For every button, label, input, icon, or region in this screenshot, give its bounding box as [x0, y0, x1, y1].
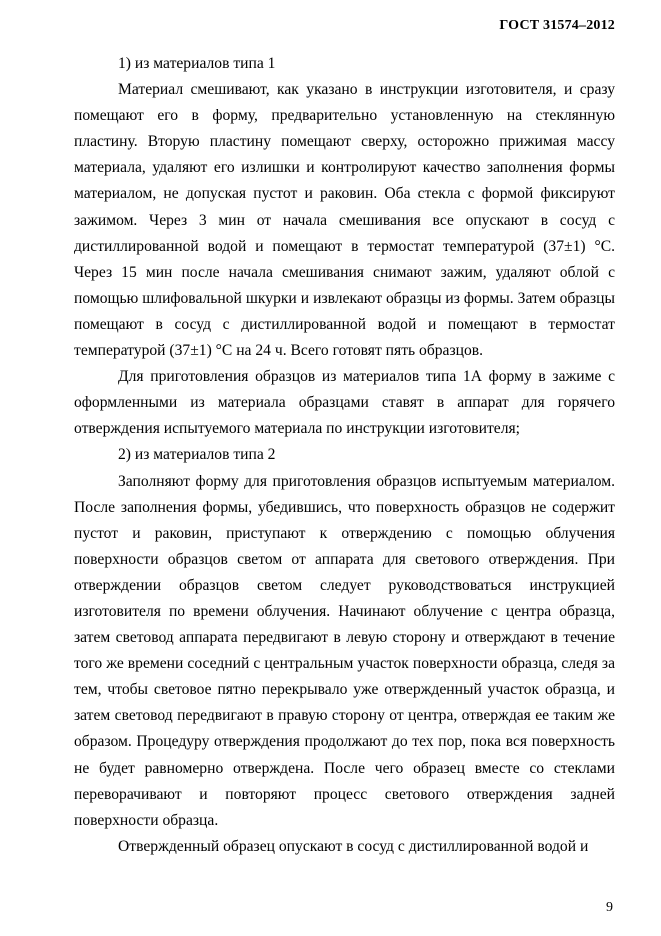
- paragraph-type-1a-procedure: Для приготовления образцов из материалов типа 1А форму в зажиме с оформленными из материала образцами ставят в аппарат для горячего отверждения испытуемого материала по инструкции изготовителя;: [74, 368, 615, 438]
- list-item-type-1: 1) из материалов типа 1: [118, 55, 276, 72]
- paragraph-cured-sample: Отвержденный образец опускают в сосуд с дистиллированной водой и: [118, 837, 589, 855]
- page-number: 9: [606, 900, 613, 915]
- paragraph-type-1-procedure: Материал смешивают, как указано в инструкции изготовителя, и сразу помещают его в форму, предварительно установленную на стеклянную пластину. Вторую пластину помещают сверху, осторожно прижимая массу материала, удаляют его излишки и контролируют качество заполнения формы материалом, не допуская пустот и раковин. Оба стекла с формой фиксируют зажимом. Через 3 мин от начала смешивания все опускают в сосуд с дистиллированной водой и помещают в термостат температурой (37±1) °С. Через 15 мин после начала смешивания снимают зажим, удаляют облой с помощью шлифовальной шкурки и извлекают образцы из формы. Затем образцы помещают в сосуд с дистиллированной водой и помещают в термостат температурой (37±1) °С на 24 ч. Всего готовят пять образцов.: [74, 81, 615, 360]
- list-item-type-2: 2) из материалов типа 2: [118, 446, 276, 464]
- paragraph-type-2-procedure: Заполняют форму для приготовления образцов испытуемым материалом. После заполнения формы, убедившись, что поверхность образцов не содержит пустот и раковин, приступают к отверждению с помощью облучения поверхности образцов светом от аппарата для светового отверждения. При отверждении образцов светом следует руководствоваться инструкцией изготовителя по времени облучения. Начинают облучение с центра образца, затем световод аппарата передвигают в левую сторону и отверждают в течение того же времени соседний с центральным участок поверхности образца, следя за тем, чтобы световое пятно перекрывало уже отвержденный участок образца, и затем световод передвигают в правую сторону от центра, отверждая ее таким же образом. Процедуру отверждения продолжают до тех пор, пока вся поверхность не будет равномерно отверждена. После чего образец вместе со стеклами переворачивают и повторяют процесс светового отверждения задней поверхности образца.: [74, 472, 615, 829]
- body-text: [74, 51, 615, 860]
- document-code-header: ГОСТ 31574–2012: [499, 18, 615, 33]
